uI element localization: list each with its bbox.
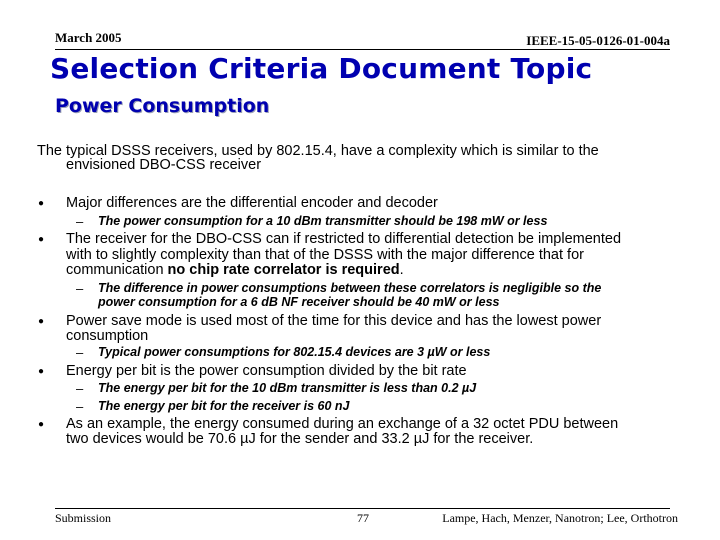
bullet-5-line-2: two devices would be 70.6 µJ for the sender and 33.2 µJ for the receiver. xyxy=(66,431,534,447)
dash-marker: – xyxy=(76,214,84,229)
subitem-1-line-1: The power consumption for a 10 dBm transmitter should be 198 mW or less xyxy=(98,214,548,228)
page-subtitle: Power Consumption xyxy=(55,95,270,117)
bullet-2-line-2: with to slightly complexity than that of the DSSS with the major difference that for xyxy=(66,247,584,263)
bullet-3-line-2: consumption xyxy=(66,328,149,344)
bullet-marker: ● xyxy=(38,316,45,327)
footer-rule xyxy=(55,508,670,509)
footer-page-number: 77 xyxy=(357,511,369,525)
bullet-5-line-1: As an example, the energy consumed during an exchange of a 32 octet PDU between xyxy=(66,416,619,432)
header-rule xyxy=(55,49,670,50)
bullet-marker: ● xyxy=(38,234,45,245)
subitem-4-line-1: The energy per bit for the 10 dBm transmitter is less than 0.2 µJ xyxy=(98,381,477,395)
bullet-marker: ● xyxy=(38,198,45,209)
dash-marker: – xyxy=(76,281,84,296)
bullet-2-line-3-bold: no chip rate correlator is required xyxy=(167,262,400,278)
subitem-3-line-1: Typical power consumptions for 802.15.4 devices are 3 µW or less xyxy=(98,345,491,359)
bullet-1-line-1: Major differences are the differential encoder and decoder xyxy=(66,195,438,211)
subitem-2-line-2: power consumption for a 6 dB NF receiver should be 40 mW or less xyxy=(98,295,500,309)
subitem-2-line-1: The difference in power consumptions between these correlators is negligible so the xyxy=(98,281,602,295)
bullet-2-line-3 xyxy=(66,263,404,278)
footer-authors: Lampe, Hach, Menzer, Nanotron; Lee, Orthotron xyxy=(442,511,678,525)
bullet-2-line-1: The receiver for the DBO-CSS can if restricted to differential detection be implemented xyxy=(66,231,622,247)
intro-line-1: The typical DSSS receivers, used by 802.15.4, have a complexity which is similar to the xyxy=(37,143,599,159)
dash-marker: – xyxy=(76,345,84,360)
page-title: Selection Criteria Document Topic xyxy=(50,52,593,85)
bullet-4-line-1: Energy per bit is the power consumption divided by the bit rate xyxy=(66,363,467,379)
bullet-2-line-3-plain: communication xyxy=(66,262,168,278)
intro-line-2: envisioned DBO-CSS receiver xyxy=(66,157,262,173)
header-doc-id: IEEE-15-05-0126-01-004a xyxy=(526,33,670,48)
bullet-3-line-1: Power save mode is used most of the time for this device and has the lowest power xyxy=(66,313,602,329)
subitem-5-line-1: The energy per bit for the receiver is 60 nJ xyxy=(98,399,350,413)
bullet-2-line-3-end: . xyxy=(399,262,404,278)
dash-marker: – xyxy=(76,399,84,414)
dash-marker: – xyxy=(76,381,84,396)
header-date: March 2005 xyxy=(55,30,122,45)
footer-submission: Submission xyxy=(55,511,112,525)
bullet-marker: ● xyxy=(38,366,45,377)
bullet-marker: ● xyxy=(38,419,45,430)
